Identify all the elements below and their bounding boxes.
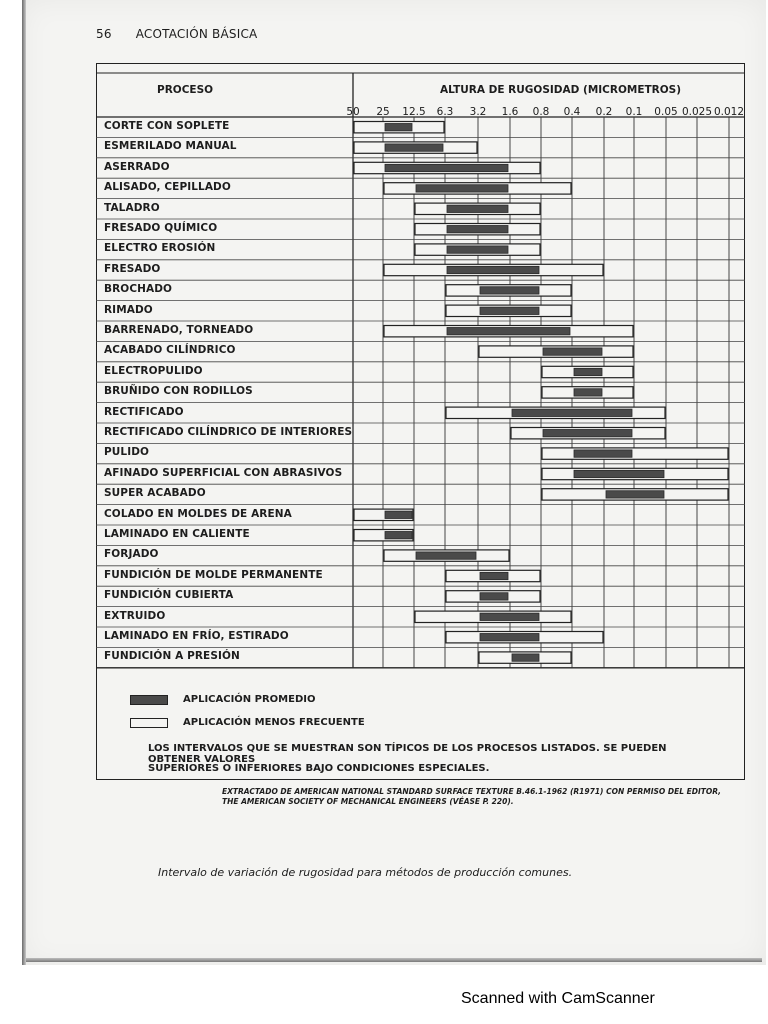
process-label: FORJADO bbox=[104, 548, 159, 561]
process-label: RIMADO bbox=[104, 303, 153, 316]
page-edge bbox=[22, 0, 26, 965]
note-line-1: LOS INTERVALOS QUE SE MUESTRAN SON TÍPICOS DE LOS PROCESOS LISTADOS. SE PUEDEN OBTENER VALORES bbox=[148, 743, 667, 765]
bar-promedio bbox=[447, 205, 508, 212]
bar-promedio bbox=[385, 144, 443, 151]
scale-tick-label: 0.025 bbox=[681, 106, 713, 118]
scale-tick-label: 0.05 bbox=[654, 106, 678, 118]
process-label: ALISADO, CEPILLADO bbox=[104, 181, 231, 194]
bar-promedio bbox=[385, 511, 412, 518]
legend-average-label: APLICACIÓN PROMEDIO bbox=[183, 694, 316, 705]
bar-promedio bbox=[416, 552, 476, 559]
figure-caption: Intervalo de variación de rugosidad para métodos de producción comunes. bbox=[158, 866, 573, 879]
process-label: AFINADO SUPERFICIAL CON ABRASIVOS bbox=[104, 466, 343, 479]
source-line-1: EXTRACTADO DE AMERICAN NATIONAL STANDARD SURFACE TEXTURE B.46.1-1962 (R1971) CON PERMISO DEL EDITOR, bbox=[222, 787, 722, 796]
process-label: LAMINADO EN FRÍO, ESTIRADO bbox=[104, 630, 289, 642]
bar-promedio bbox=[480, 307, 539, 314]
legend-less-frequent-swatch bbox=[130, 718, 168, 728]
bar-promedio bbox=[480, 634, 539, 641]
scale-tick-label: 6.3 bbox=[436, 106, 454, 118]
process-label: EXTRUIDO bbox=[104, 609, 166, 622]
process-label: CORTE CON SOPLETE bbox=[104, 120, 230, 132]
bar-promedio bbox=[447, 246, 508, 253]
roughness-column-header: ALTURA DE RUGOSIDAD (MICROMETROS) bbox=[440, 84, 682, 96]
process-label: FRESADO QUÍMICO bbox=[104, 222, 218, 234]
bar-promedio bbox=[543, 430, 632, 437]
scale-tick-label: 0.1 bbox=[625, 106, 643, 118]
scale-tick-label: 0.4 bbox=[563, 106, 581, 118]
process-label: FUNDICIÓN CUBIERTA bbox=[104, 589, 234, 602]
page-edge-bottom bbox=[26, 958, 762, 962]
bar-promedio bbox=[512, 654, 539, 661]
process-label: FUNDICIÓN DE MOLDE PERMANENTE bbox=[104, 568, 323, 581]
process-label: ELECTRO EROSIÓN bbox=[104, 242, 216, 255]
process-label: TALADRO bbox=[104, 201, 160, 214]
scanner-watermark: Scanned with CamScanner bbox=[461, 990, 655, 1007]
scale-tick-label: 1.6 bbox=[501, 106, 519, 118]
page-header bbox=[96, 27, 257, 41]
bar-promedio bbox=[447, 328, 570, 335]
scale-tick-label: 25 bbox=[376, 106, 390, 118]
bar-promedio bbox=[416, 185, 508, 192]
bar-promedio bbox=[480, 572, 508, 579]
bar-promedio bbox=[447, 226, 508, 233]
process-label: BROCHADO bbox=[104, 283, 173, 296]
bar-promedio bbox=[543, 348, 602, 355]
process-label: ASERRADO bbox=[104, 160, 170, 173]
bar-promedio bbox=[480, 287, 539, 294]
scale-tick-label: 0.2 bbox=[595, 106, 613, 118]
process-label: BARRENADO, TORNEADO bbox=[104, 324, 254, 336]
process-label: COLADO EN MOLDES DE ARENA bbox=[104, 507, 292, 520]
bar-promedio bbox=[385, 532, 412, 539]
section-title: ACOTACIÓN BÁSICA bbox=[135, 27, 258, 41]
bar-promedio bbox=[574, 450, 632, 457]
process-label: RECTIFICADO CILÍNDRICO DE INTERIORES bbox=[104, 426, 353, 438]
process-column-header: PROCESO bbox=[157, 84, 214, 96]
note-line-2: SUPERIORES O INFERIORES BAJO CONDICIONES ESPECIALES. bbox=[148, 763, 490, 774]
bar-promedio bbox=[385, 124, 412, 131]
process-label: ACABADO CILÍNDRICO bbox=[104, 344, 236, 357]
source-line-2: THE AMERICAN SOCIETY OF MECHANICAL ENGINEERS (VÉASE P. 220). bbox=[222, 797, 514, 806]
roughness-chart bbox=[96, 63, 745, 780]
bar-promedio bbox=[574, 470, 664, 477]
scale-tick-label: 50 bbox=[346, 106, 360, 118]
bar-promedio bbox=[385, 164, 508, 171]
process-label: RECTIFICADO bbox=[104, 405, 184, 418]
process-label: LAMINADO EN CALIENTE bbox=[104, 528, 250, 540]
process-label: PULIDO bbox=[104, 446, 150, 459]
scale-tick-label: 0.012 bbox=[713, 106, 745, 118]
bar-promedio bbox=[574, 389, 602, 396]
legend-less-frequent-label: APLICACIÓN MENOS FRECUENTE bbox=[183, 717, 365, 728]
bar-promedio bbox=[480, 613, 539, 620]
scale-tick-label: 12.5 bbox=[402, 106, 426, 118]
process-label: FRESADO bbox=[104, 262, 161, 275]
bar-promedio bbox=[512, 409, 632, 416]
bar-promedio bbox=[574, 368, 602, 375]
scale-tick-label: 3.2 bbox=[469, 106, 487, 118]
process-label: ESMERILADO MANUAL bbox=[104, 140, 237, 153]
scale-tick-label: 0.8 bbox=[532, 106, 550, 118]
page-number: 56 bbox=[96, 27, 112, 41]
legend-average-swatch bbox=[130, 695, 168, 705]
process-label: SUPER ACABADO bbox=[104, 487, 206, 500]
bar-menos-frecuente bbox=[542, 448, 728, 459]
bar-promedio bbox=[606, 491, 664, 498]
process-label: ELECTROPULIDO bbox=[104, 364, 203, 377]
bar-promedio bbox=[480, 593, 508, 600]
process-label: BRUÑIDO CON RODILLOS bbox=[104, 385, 253, 398]
bar-promedio bbox=[447, 266, 539, 273]
process-label: FUNDICIÓN A PRESIÓN bbox=[104, 650, 240, 663]
